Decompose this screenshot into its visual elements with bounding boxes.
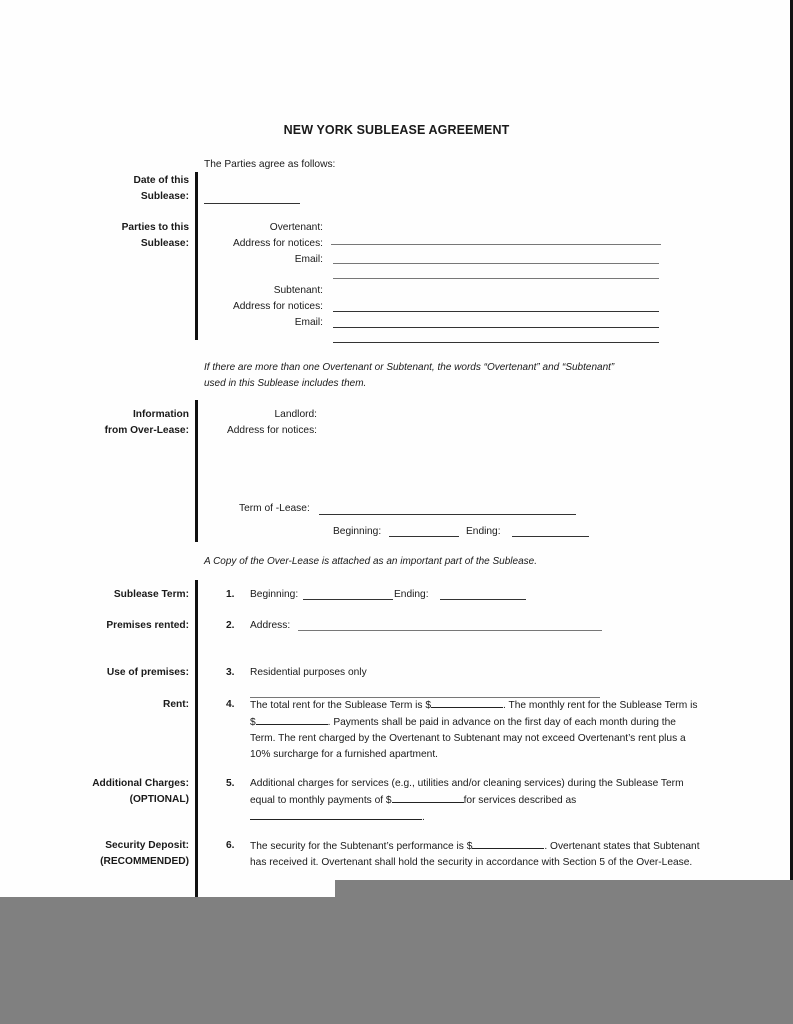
use-of-premises-text: Residential purposes only — [250, 667, 367, 678]
sublease-beginning-label: Beginning: — [250, 589, 299, 600]
parties-label-line2: Sublease: — [140, 238, 189, 249]
over-lease-ending-label: Ending: — [466, 526, 501, 537]
subtenant-address-field[interactable] — [333, 311, 659, 312]
subtenant-email-field[interactable] — [333, 327, 659, 328]
services-description-field[interactable] — [250, 809, 422, 820]
premises-address-field[interactable] — [298, 630, 602, 631]
sublease-ending-field[interactable] — [440, 599, 526, 600]
item-number: 4. — [226, 699, 235, 710]
rent-text-part: . The monthly rent for the Sublease Term is $ — [250, 700, 698, 728]
monthly-rent-field[interactable] — [256, 714, 328, 725]
use-of-premises-label: Use of premises: — [106, 667, 189, 678]
over-lease-label-line1: Information — [132, 409, 189, 420]
overtenant-address-field[interactable] — [331, 244, 661, 245]
security-deposit-recommended-label: (RECOMMENDED) — [100, 856, 189, 867]
total-rent-field[interactable] — [431, 697, 503, 708]
rent-text-part: . Payments shall be paid in advance on the first day of each month during the Term. The rent charged by the Overtenant to Subtenant may not exceed Overtenant’s rent plus a 10% surcharge for a furnished apartment. — [250, 717, 686, 760]
sublease-beginning-field[interactable] — [303, 599, 393, 600]
item-number: 2. — [226, 620, 235, 631]
additional-charges-text-part: Additional charges for services (e.g., utilities and/or cleaning services) during the Sublease Term equal to monthly payments of $ — [250, 778, 684, 806]
subtenant-email-label: Email: — [294, 317, 323, 328]
item-number: 1. — [226, 589, 235, 600]
over-lease-beginning-field[interactable] — [389, 536, 459, 537]
landlord-address-label: Address for notices: — [226, 425, 317, 436]
additional-charges-paragraph — [250, 776, 700, 826]
overtenant-email-field-extra[interactable] — [333, 278, 659, 279]
security-deposit-label: Security Deposit: — [105, 840, 189, 851]
security-amount-field[interactable] — [472, 838, 544, 849]
security-text-part: The security for the Subtenant’s performance is $ — [250, 841, 473, 852]
overtenant-label: Overtenant: — [269, 222, 323, 233]
sublease-term-label: Sublease Term: — [113, 589, 189, 600]
subtenant-label: Subtenant: — [273, 285, 323, 296]
parties-note-line1: If there are more than one Overtenant or Subtenant, the words “Overtenant” and “Subtenant” — [204, 362, 615, 373]
additional-charges-text-part: . — [422, 812, 425, 823]
overtenant-email-label: Email: — [294, 254, 323, 265]
section-divider-bar — [195, 172, 198, 340]
parties-note-line2: used in this Sublease includes them. — [204, 378, 367, 389]
additional-charges-label: Additional Charges: — [92, 778, 189, 789]
additional-charges-optional-label: (OPTIONAL) — [129, 794, 189, 805]
item-number: 5. — [226, 778, 235, 789]
additional-charges-text-part: for services described as — [463, 795, 577, 806]
document-title: NEW YORK SUBLEASE AGREEMENT — [283, 123, 510, 137]
additional-charges-amount-field[interactable] — [392, 792, 464, 803]
rent-text-part: The total rent for the Sublease Term is $ — [250, 700, 432, 711]
security-deposit-paragraph — [250, 838, 700, 871]
rent-paragraph — [250, 697, 700, 763]
premises-address-label: Address: — [250, 620, 291, 631]
landlord-label: Landlord: — [274, 409, 317, 420]
date-field[interactable] — [204, 203, 300, 204]
overtenant-address-label: Address for notices: — [232, 238, 323, 249]
over-lease-label-line2: from Over-Lease: — [104, 425, 189, 436]
over-lease-ending-field[interactable] — [512, 536, 589, 537]
gray-overlay-bottom — [0, 897, 793, 1024]
term-of-lease-label: Term of -Lease: — [239, 503, 310, 514]
over-lease-beginning-label: Beginning: — [333, 526, 382, 537]
intro-text: The Parties agree as follows: — [204, 159, 336, 170]
item-number: 3. — [226, 667, 235, 678]
section-divider-bar — [195, 580, 198, 900]
parties-label-line1: Parties to this — [121, 222, 189, 233]
sublease-ending-label: Ending: — [394, 589, 429, 600]
date-label-line2: Sublease: — [140, 191, 189, 202]
overtenant-email-field[interactable] — [333, 263, 659, 264]
date-label-line1: Date of this — [133, 175, 189, 186]
item-number: 6. — [226, 840, 235, 851]
premises-rented-label: Premises rented: — [106, 620, 189, 631]
over-lease-note: A Copy of the Over-Lease is attached as an important part of the Sublease. — [204, 556, 537, 567]
security-text-part: . Overtenant states that Subtenant has received it. Overtenant shall hold the security in accordance with Section 5 of the Over-Lease. — [250, 841, 700, 868]
subtenant-email-field-extra[interactable] — [333, 342, 659, 343]
term-of-lease-field[interactable] — [319, 514, 576, 515]
subtenant-address-label: Address for notices: — [232, 301, 323, 312]
rent-label: Rent: — [162, 699, 189, 710]
